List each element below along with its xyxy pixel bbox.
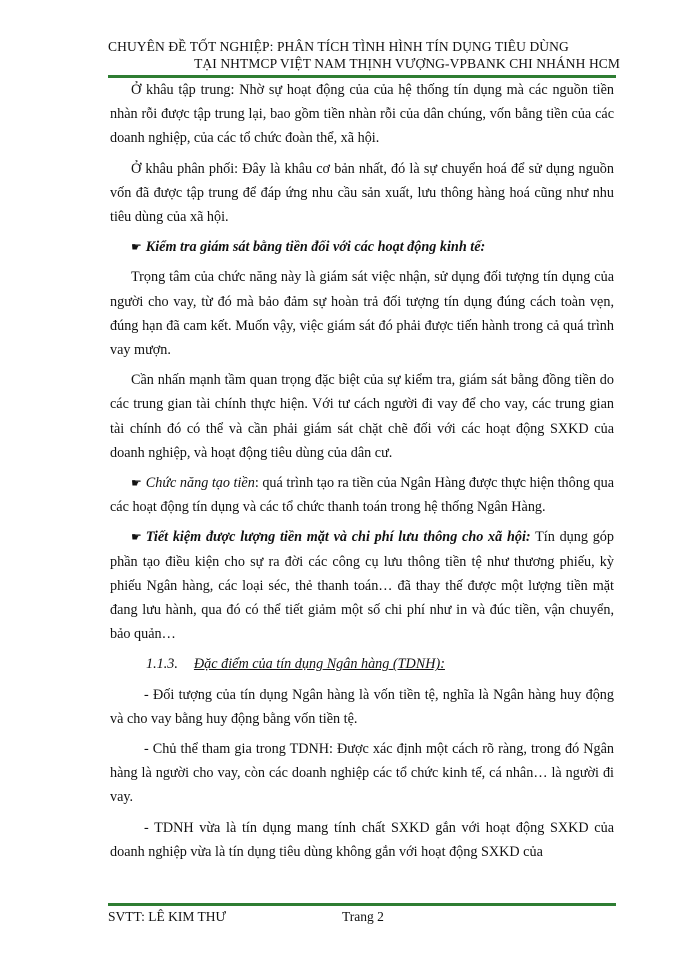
bullet-chu-the: - Chủ thể tham gia trong TDNH: Được xác định một cách rõ ràng, trong đó Ngân hàng là người cho vay, còn các doanh nghiệp các tổ chức kinh tế, cá nhân… là người đi vay.: [110, 741, 614, 806]
header-line-2: TẠI NHTMCP VIỆT NAM THỊNH VƯỢNG-VPBANK CHI NHÁNH HCM: [194, 56, 620, 71]
paragraph-tiet-kiem: [110, 525, 614, 646]
paragraph-can-nhan-manh: Cần nhấn mạnh tầm quan trọng đặc biệt của sự kiểm tra, giám sát bằng đồng tiền do các trung gian tài chính thực hiện. Với tư cách người đi vay để cho vay, các trung gian tài chính đó có thể và cần phải giám sát chặt chẽ đối với các hoạt động SXKD của doanh nghiệp, và hoạt động tiêu dùng của dân cư.: [110, 372, 614, 461]
footer-author: SVTT: LÊ KIM THƯ: [108, 909, 226, 924]
footer-page-number: Trang 2: [342, 909, 384, 924]
subheading-kiem-tra: [110, 235, 614, 259]
paragraph-trong-tam: Trọng tâm của chức năng này là giám sát việc nhận, sử dụng đối tượng tín dụng của người cho vay, từ đó mà bảo đảm sự hoàn trả đối tượng tín dụng đúng cách toàn vẹn, đúng hạn đã cam kết. Muốn vậy, việc giám sát đó phải được tiến hành trong cả quá trình vay mượn.: [110, 269, 614, 359]
tiet-kiem-label: Tiết kiệm được lượng tiền mặt và chi phí lưu thông cho xã hội:: [145, 529, 531, 546]
tao-tien-text: : quá trình tạo ra tiền của Ngân Hàng được thực hiện thông qua các hoạt động tín dụng và các tổ chức thanh toán trong hệ thống Ngân Hàng.: [110, 475, 614, 516]
section-number: 1.1.3.: [146, 656, 178, 673]
paragraph-tao-tien: [110, 471, 614, 519]
pointing-hand-icon: ☛: [131, 476, 142, 491]
footer-divider: [108, 903, 616, 906]
pointing-hand-icon: ☛: [131, 530, 142, 545]
section-heading: [110, 652, 614, 676]
tao-tien-label: Chức năng tạo tiền: [145, 475, 255, 492]
tiet-kiem-text: Tín dụng góp phần tạo điều kiện cho sự ra đời các công cụ lưu thông tiền tệ như thương phiếu, kỳ phiếu Ngân hàng, các loại séc, thẻ thanh toán… đã thay thế được một lượng tiền mặt đang lưu hành, qua đó có thể tiết giảm một số chi phí như in và đúc tiền, vận chuyển, bảo quản…: [110, 529, 614, 643]
section-title: Đặc điểm của tín dụng Ngân hàng (TDNH):: [193, 656, 445, 673]
page-header: [100, 38, 620, 72]
bullet-doi-tuong: - Đối tượng của tín dụng Ngân hàng là vốn tiền tệ, nghĩa là Ngân hàng huy động và cho vay bằng huy động bằng vốn tiền tệ.: [110, 686, 614, 727]
document-body: [110, 78, 614, 870]
subheading-kiem-tra-text: Kiểm tra giám sát bằng tiền đối với các hoạt động kinh tế:: [145, 239, 486, 256]
paragraph-phan-phoi: Ở khâu phân phối: Đây là khâu cơ bản nhất, đó là sự chuyển hoá để sử dụng nguồn vốn đã được tập trung để đáp ứng nhu cầu sản xuất, lưu thông hàng hoá cũng như nhu tiêu dùng của xã hội.: [110, 160, 614, 226]
header-line-1: CHUYÊN ĐỀ TỐT NGHIỆP: PHÂN TÍCH TÌNH HÌNH TÍN DỤNG TIÊU DÙNG: [108, 39, 569, 54]
paragraph-tap-trung: Ở khâu tập trung: Nhờ sự hoạt động của của hệ thống tín dụng mà các nguồn tiền nhàn rỗi được tập trung lại, bao gồm tiền nhàn rỗi của dân chúng, vốn bằng tiền của các doanh nghiệp, của các tổ chức đoàn thể, xã hội.: [110, 82, 614, 147]
pointing-hand-icon: ☛: [131, 240, 142, 255]
bullet-tdnh: - TDNH vừa là tín dụng mang tính chất SXKD gắn với hoạt động SXKD của doanh nghiệp vừa là tín dụng tiêu dùng không gắn với hoạt động SXKD của: [110, 819, 614, 860]
